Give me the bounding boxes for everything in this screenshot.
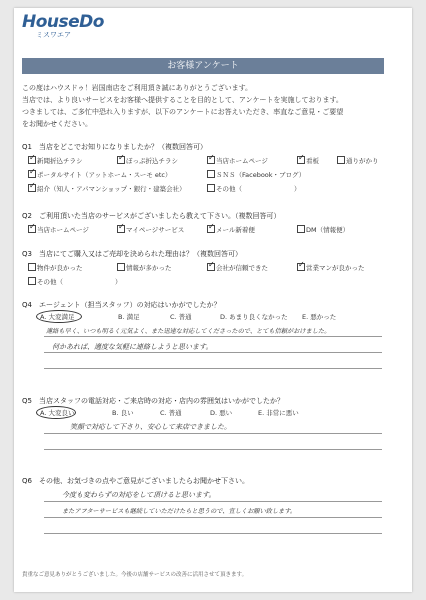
q4-choice-d[interactable]: D. あまり良くなかった	[220, 313, 288, 321]
q3-option[interactable]	[28, 263, 83, 272]
q4-comment-line: 何かあれば、適度な気軽に連絡しようと思います。	[52, 343, 213, 351]
answer-line	[44, 352, 382, 353]
option-text: その他（ ）	[37, 278, 122, 286]
answer-line	[44, 517, 382, 518]
answer-line	[44, 449, 382, 450]
q4-choice-a[interactable]: A. 大変満足	[40, 313, 75, 321]
q6-comment-line: 今度も変わらずの対応をして頂けると思います。	[62, 491, 216, 499]
q4-choice-e[interactable]: E. 悪かった	[302, 313, 337, 321]
checkbox-icon[interactable]	[337, 156, 345, 164]
footer-note: 貴重なご意見ありがとうございました。今後の店舗サービスの改善に活用させて頂きます。	[22, 572, 248, 578]
option-text: 営業マンが良かった	[306, 264, 365, 272]
checkbox-checked-icon[interactable]	[207, 156, 215, 164]
q2-option[interactable]	[28, 225, 89, 234]
survey-title-banner: お客様アンケート	[22, 58, 384, 74]
checkbox-icon[interactable]	[207, 184, 215, 192]
q5-choice-b[interactable]: B. 良い	[112, 409, 134, 417]
q3-label: Q3 当店にてご購入又はご売却を決められた理由は？（複数回答可）	[22, 250, 242, 258]
answer-line	[44, 368, 382, 369]
logo-sub-text: ミスワエア	[36, 31, 71, 39]
checkbox-checked-icon[interactable]	[297, 263, 305, 271]
option-text: 当店ホームページ	[216, 157, 268, 165]
q6-label: Q6 その他、お気づきの点やご意見がございましたらお聞かせ下さい。	[22, 477, 249, 485]
checkbox-icon[interactable]	[28, 263, 36, 271]
q1-option[interactable]	[207, 184, 301, 193]
intro-line: 当店では、より良いサービスをお客様へ提供することを目的として、アンケートを実施しております。	[22, 96, 343, 104]
answer-line	[44, 533, 382, 534]
checkbox-checked-icon[interactable]	[207, 225, 215, 233]
q4-choice-c[interactable]: C. 普通	[170, 313, 192, 321]
checkbox-icon[interactable]	[28, 277, 36, 285]
intro-line: この度はハウスドゥ！岩国南店をご利用頂き誠にありがとうございます。	[22, 84, 253, 92]
option-text: その他（ ）	[216, 185, 301, 193]
q3-option[interactable]	[28, 277, 122, 286]
q2-option[interactable]	[297, 225, 349, 234]
company-logo	[22, 12, 104, 40]
q1-option[interactable]	[28, 156, 83, 165]
intro-paragraph	[22, 82, 388, 130]
checkbox-checked-icon[interactable]	[28, 156, 36, 164]
q1-label: Q1 当店をどこでお知りになりましたか？（複数回答可）	[22, 143, 207, 151]
option-text: 紹介（知人・アパマンショップ・銀行・建築会社）	[37, 185, 186, 193]
option-text: ポータルサイト（アットホーム・スーモ etc）	[37, 171, 172, 179]
checkbox-checked-icon[interactable]	[28, 225, 36, 233]
q4-comment-line: 連絡も早く、いつも明るく元気よく、また迅速な対応してくださったので、とても信頼がおけました。	[46, 328, 331, 335]
q1-option[interactable]	[207, 156, 268, 165]
q5-choice-c[interactable]: C. 普通	[160, 409, 182, 417]
option-text: DM（情報便）	[306, 226, 350, 234]
q5-choice-d[interactable]: D. 悪い	[210, 409, 233, 417]
checkbox-icon[interactable]	[207, 170, 215, 178]
option-text: ぼっぷ折込チラシ	[126, 157, 178, 165]
q1-option[interactable]	[337, 156, 379, 165]
q6-comment-line: またアフターサービスも継続していただけたらと思うので、宜しくお願い致します。	[62, 508, 297, 515]
checkbox-icon[interactable]	[117, 263, 125, 271]
checkbox-checked-icon[interactable]	[28, 184, 36, 192]
answer-line	[44, 433, 382, 434]
q1-option[interactable]	[297, 156, 319, 165]
q2-option[interactable]	[207, 225, 255, 234]
option-text: 看板	[306, 157, 319, 165]
q1-option[interactable]	[207, 170, 305, 179]
q3-option[interactable]	[297, 263, 365, 272]
q1-option[interactable]	[117, 156, 178, 165]
option-text: ＳＮＳ（Facebook・ブログ）	[216, 171, 306, 179]
checkbox-checked-icon[interactable]	[207, 263, 215, 271]
q2-label: Q2 ご利用頂いた当店のサービスがございましたら教えて下さい。（複数回答可）	[22, 212, 281, 220]
q5-label: Q5 当店スタッフの電話対応・ご来店時の対応・店内の雰囲気はいかがでしたか？	[22, 397, 284, 405]
q5-choice-a[interactable]: A. 大変良い	[40, 409, 75, 417]
answer-line	[44, 336, 382, 337]
option-text: 当店ホームページ	[37, 226, 89, 234]
checkbox-icon[interactable]	[297, 225, 305, 233]
logo-main-text: HouseDo	[22, 12, 104, 32]
option-text: 情報が多かった	[126, 264, 172, 272]
option-text: 物件が良かった	[37, 264, 83, 272]
checkbox-checked-icon[interactable]	[28, 170, 36, 178]
q4-label: Q4 エージェント（担当スタッフ）の対応はいかがでしたか？	[22, 301, 221, 309]
option-text: マイページサービス	[126, 226, 185, 234]
option-text: 会社が信頼できた	[216, 264, 268, 272]
option-text: 通りがかり	[346, 157, 379, 165]
q5-comment-line: 笑顔で対応して下さり、安心して来店できました。	[70, 423, 231, 431]
checkbox-checked-icon[interactable]	[297, 156, 305, 164]
q1-option[interactable]	[28, 170, 171, 179]
intro-line: をお聞かせください。	[22, 120, 92, 128]
q4-choice-b[interactable]: B. 満足	[118, 313, 140, 321]
q1-option[interactable]	[28, 184, 186, 193]
option-text: 新聞折込チラシ	[37, 157, 83, 165]
option-text: メール新着便	[216, 226, 255, 234]
q3-option[interactable]	[117, 263, 172, 272]
checkbox-checked-icon[interactable]	[117, 156, 125, 164]
intro-line: つきましては、ご多忙中恐れ入りますが、以下のアンケートにお答えいただき、率直なご意見・ご要望	[22, 108, 344, 116]
answer-line	[44, 501, 382, 502]
q2-option[interactable]	[117, 225, 184, 234]
q5-choice-e[interactable]: E. 非常に悪い	[258, 409, 299, 417]
q3-option[interactable]	[207, 263, 268, 272]
checkbox-checked-icon[interactable]	[117, 225, 125, 233]
